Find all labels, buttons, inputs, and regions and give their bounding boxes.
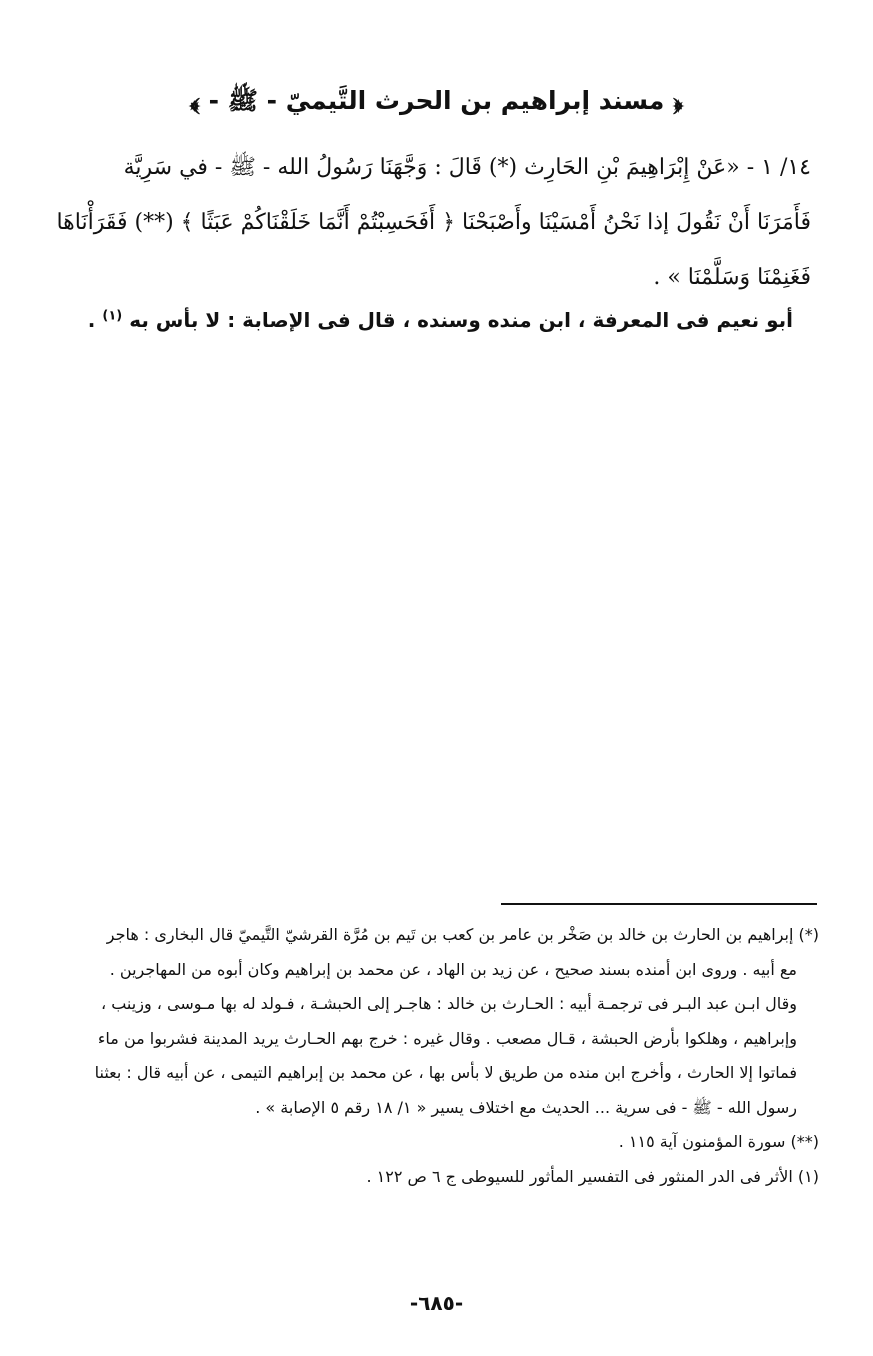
- footnote-line-1: (*) إبراهيم بن الحارث بن خالد بن صَخْر بن عامر بن كعب بن تَيم بن مُرَّة القرشيّ التَّيميّ قال البخارى : هاجر: [106, 925, 819, 944]
- footnote-reference: (١): [102, 308, 123, 324]
- hadith-line-2: فَأَمَرَنَا أَنْ نَقُولَ إذا نَحْنُ أَمْسَيْنَا وأَصْبَحْنَا ﴿ أَفَحَسِبْتُمْ أَنَّمَا خَلَقْنَاكُمْ عَبَثًا ﴾ (**) فَقَرَأْنَاهَا: [56, 210, 811, 235]
- hadith-text: [41, 140, 811, 305]
- footnotes: [44, 918, 819, 1194]
- footnote-line-2: مع أبيه . وروى ابن أمنده بسند صحيح ، عن زيد بن الهاد ، عن محمد بن إبراهيم وكان أبوه من المهاجرين .: [109, 959, 797, 979]
- footnote-line-5: فماتوا إلا الحارث ، وأخرج ابن منده من طريق لا بأس بها ، عن محمد بن إبراهيم التيمى ، عن أبيه قال : بعثنا: [94, 1063, 797, 1082]
- hadith-line-3: فَغَنِمْنَا وَسَلَّمْنَا » .: [653, 265, 811, 290]
- footnote-line-6: رسول الله - ﷺ - فى سرية ... الحديث مع اختلاف يسير « ١/ ١٨ رقم ٥ الإصابة » .: [255, 1097, 797, 1117]
- source-citation: [73, 300, 793, 340]
- page-number: -٦٨٥-: [409, 1291, 464, 1315]
- footnote-line-7: (**) سورة المؤمنون آية ١١٥ .: [618, 1132, 819, 1151]
- hadith-line-1: ١٤/ ١ - «عَنْ إِبْرَاهِيمَ بْنِ الحَارِث (*) قَالَ : وَجَّهَنَا رَسُولُ الله - ﷺ - في سَرِيَّة: [123, 155, 811, 180]
- section-title: ﴿ مسند إبراهيم بن الحرث التَّيميّ - ﷺ - ﴾: [189, 86, 684, 115]
- footnote-line-3: وقال ابـن عبد البـر فى ترجمـة أبيه : الحـارث بن خالد : هاجـر إلى الحبشـة ، فـولد له بها مـوسى ، وزينب ،: [100, 994, 797, 1013]
- source-period: .: [87, 308, 96, 332]
- footnote-line-8: (١) الأثر فى الدر المنثور فى التفسير المأثور للسيوطى ج ٦ ص ١٢٢ .: [366, 1166, 819, 1186]
- footnote-line-4: وإبراهيم ، وهلكوا بأرض الحبشة ، قـال مصعب . وقال غيره : خرج بهم الحـارث يريد المدينة فشربوا من ماء: [97, 1028, 797, 1048]
- source-text: أبو نعيم فى المعرفة ، ابن منده وسنده ، قال فى الإصابة : لا بأس به: [129, 308, 793, 332]
- footnote-divider: [501, 903, 817, 905]
